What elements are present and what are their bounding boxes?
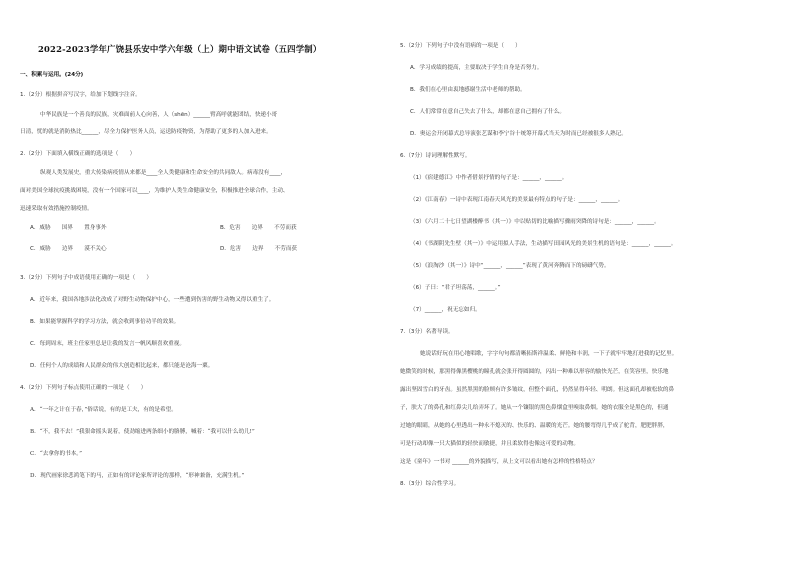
- q3-option-d: D．任何个人的成绩和人民群众的伟大创造相比起来，都只能是沧海一粟。: [30, 363, 214, 369]
- q7-text-line: 露出坚固雪白的牙齿。虽然黑黑的脸颊有许多皱纹，但整个面孔，仍然显得年轻、明朗。但这面孔却被松软的鼻: [400, 387, 675, 393]
- q6-line: （1）《宿建德江》中作者借景抒情的句子是：______，______。: [410, 175, 568, 181]
- q3-option-b: B．如果能掌握科学的学习方法，就会收到事倍功半的效果。: [30, 319, 180, 325]
- q7-text-line: 她说话好玩在用心地唱歌，字字句句都清晰拓斯祥温柔、鲜艳和丰润，一下子就牢牢地打进我的记忆里。: [420, 351, 678, 357]
- q2-stem: 2.（2分）下面填入横线正确的选项是（ ）: [20, 151, 136, 157]
- q7-question: 这是《童年》一书对 ______的外貌描写，从上文可以看出她有怎样的性格特点？: [400, 459, 598, 465]
- q1-stem: 1.（2分）根据拼音写汉字，给加下划线字注音。: [20, 92, 141, 98]
- section-heading: 一、积累与运用。(24分): [20, 72, 84, 78]
- q7-stem: 7.（3分）名著导读。: [400, 329, 454, 335]
- q3-option-c: C．每到周末，班主任家里总是让我的发言一帆风顺喜欢重视。: [30, 341, 185, 347]
- left-column: [20, 0, 385, 561]
- q4-option-c: C．“去拿你的书本。”: [30, 451, 82, 457]
- q6-line: （3）《六月二十七日望湖楼醉书（其一）》中以贴切的比喻描写骤雨突降的诗句是：______，______。: [410, 219, 660, 225]
- q6-line: （7）______，祝无忘如归。: [410, 307, 481, 313]
- q8-stem: 8.（3分）综合性学习。: [400, 481, 460, 487]
- q1-text-line: 日清，忧的就是消防热比______，尽全力保护医务人员，运送防疫物资，为帮助了更多的人加入进来。: [20, 129, 272, 135]
- q6-line: （2）《江南春》一诗中表现江南春天风光的美景最有特点的句子是：______，______。: [410, 197, 624, 203]
- q7-text-line: 可是行动却像一只大猫似的轻快而敏捷，并且柔软得也像这可爱的动物。: [400, 441, 580, 447]
- q2-text-line: 迅速采取有效措施控制疫情。: [20, 206, 93, 212]
- q5-stem: 5.（2分）下列句子中没有语病的一项是（ ）: [400, 43, 521, 49]
- q2-text-line: 纵观人类发展史，重大传染病疫情从来都是____全人类健康和生命安全的共同敌人。病毒没有____，: [40, 170, 287, 176]
- q5-option-d: D．奥运会开闭幕式总导演张艺谋和李宁谷十统筹开幕式当天为时而已经被很多人熟记。: [410, 131, 627, 137]
- q6-stem: 6.（7分）诗词理解性默写。: [400, 153, 471, 159]
- q4-option-b: B．“不，我不去！”我狠命摇头说着，使劲缩进两条细小的胳膊，喊着：“我可以什么幼儿!”: [30, 429, 255, 435]
- q1-text-line: 中华民族是一个善良的民族，灾难面前人心向善，人（shēn）______臂高呼就能团结，快递小哥: [40, 112, 278, 118]
- exam-title: 2022-2023学年广饶县乐安中学六年级（上）期中语文试卷（五四学制）: [38, 44, 322, 54]
- q4-option-a: A．“一年之计在于春，”俗话说，有的是工夫，有的是希望。: [30, 407, 177, 413]
- q2-text-line: 面对美国全球抗疫挑战困境，没有一个国家可以____，为维护人类生命健康安全，积极推进全球合作，主动、: [20, 188, 289, 194]
- q6-line: （4）《书湖阴先生壁（其一）》中运用拟人手法，生动描写田园风光的美景生机的语句是：______，______。: [410, 241, 677, 247]
- q2-option-b: B．危害 边界 不劳而获: [220, 225, 297, 231]
- q3-stem: 3.（2分）下列句子中成语使用正确的一项是（ ）: [20, 275, 152, 281]
- q7-text-line: 子，肤大了的鼻孔和红鼻尖儿给弄坏了。她从一个镶银的黑色鼻烟盒里嗅取鼻烟。她的衣服全是黑色的，但通: [400, 405, 669, 411]
- q7-text-line: 过她的眼睛，从她的心里透出一种永不熄灭的、快乐的、温暖的光芒。她的腰弯得几乎成了驼背，肥肥胖胖，: [400, 423, 669, 429]
- q6-line: （5）《浪淘沙（其一）》诗中“______，______”表现了黄河奔腾而下的磅礴气势。: [410, 263, 610, 269]
- q3-option-a: A．近年来，我国各地涉法化改成了对野生动物保护中心，一些遭到伤害的野生动物又得以重生了。: [30, 297, 275, 303]
- q7-text-line: 她微笑的时候，那黑得像黑樱桃的瞳孔就会张开得圆圆的，闪出一种难以形容的愉快光芒，在笑容里，快乐地: [400, 369, 669, 375]
- q5-option-c: C．人们常常在意自己失去了什么，却都在意自己拥有了什么。: [410, 109, 565, 115]
- right-column: [400, 0, 770, 561]
- q2-option-c: C．威胁 边界 漠不关心: [30, 246, 107, 252]
- q4-stem: 4.（2分）下列句子标点使用正确的一项是（ ）: [20, 385, 147, 391]
- q2-option-a: A．威胁 国界 置身事外: [30, 225, 107, 231]
- q6-line: （6）子曰：“君子坦荡荡，______。”: [410, 285, 501, 291]
- q5-option-b: B．我们在心里由衷地感谢生活中老师的帮助。: [410, 87, 526, 93]
- q4-option-d: D．现代画家徐悲鸿笔下的马，正如有的评论家所评论的那样，“形神兼备，充满生机。”: [30, 473, 245, 479]
- q5-option-a: A．学习成绩的提高，主要取决于学生自身是否努力。: [410, 65, 543, 71]
- q2-option-d: D．危害 边界 不劳而获: [220, 246, 298, 252]
